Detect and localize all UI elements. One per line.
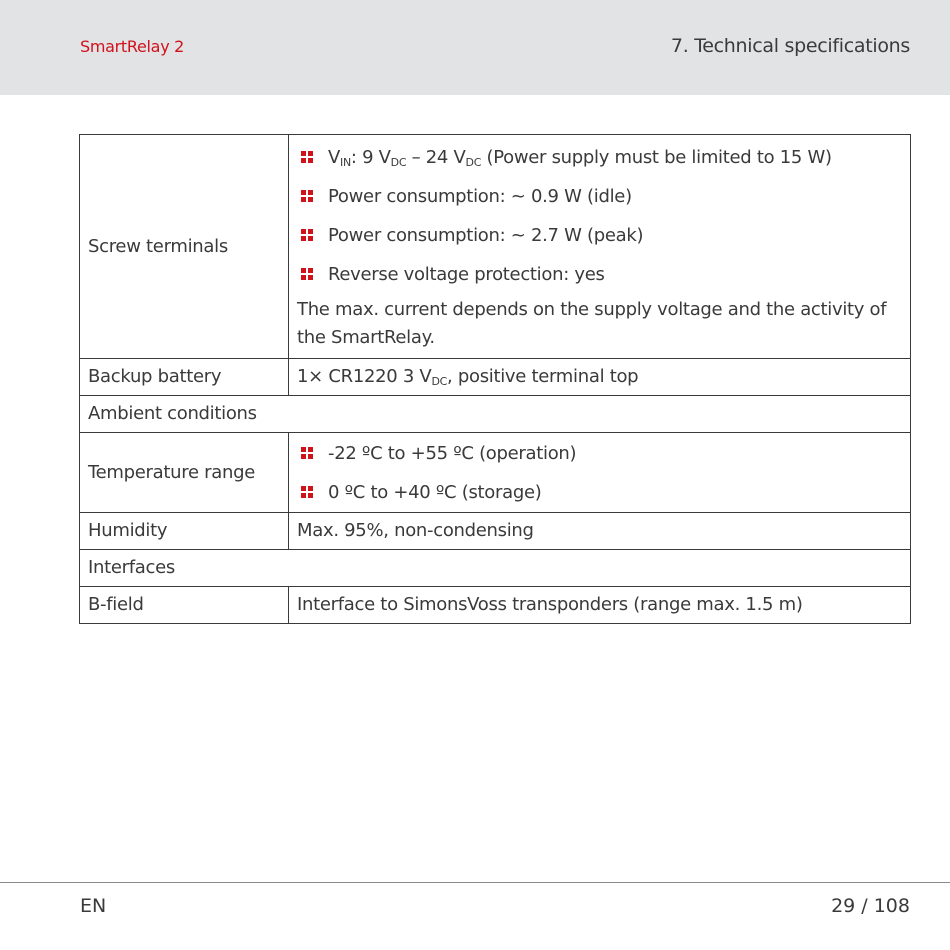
bullet-icon — [301, 268, 314, 281]
spec-table — [79, 134, 911, 624]
table-row — [80, 396, 911, 433]
bullet-icon — [301, 447, 314, 460]
list-item: -22 ºC to +55 ºC (operation) — [297, 434, 902, 473]
bullet-list — [297, 434, 902, 512]
section-heading: Interfaces — [80, 550, 911, 587]
row-value — [289, 135, 911, 359]
footer-divider — [0, 882, 950, 883]
bullet-icon — [301, 229, 314, 242]
list-item: $V_{IN}$: 9 $V_{DC} - 24$ $V_{DC}$ (Power supply must be limited to 15 W) — [297, 138, 902, 177]
row-value: 1× CR1220 3 $V_{DC}$, positive terminal top — [289, 359, 911, 396]
row-value — [289, 433, 911, 513]
row-label: Backup battery — [80, 359, 289, 396]
row-value: Interface to SimonsVoss transponders (range max. 1.5 m) — [289, 587, 911, 624]
row-label: B-field — [80, 587, 289, 624]
section-heading: Ambient conditions — [80, 396, 911, 433]
bullet-icon — [301, 486, 314, 499]
list-item: 0 ºC to +40 ºC (storage) — [297, 473, 902, 512]
table-row — [80, 587, 911, 624]
bullet-icon — [301, 190, 314, 203]
page-header — [0, 0, 950, 95]
row-label: Temperature range — [80, 433, 289, 513]
page-number: 29 / 108 — [831, 895, 910, 917]
language-code: EN — [80, 895, 107, 917]
table-row — [80, 513, 911, 550]
bullet-list — [297, 138, 902, 294]
table-row — [80, 135, 911, 359]
section-title: 7. Technical specifications — [670, 35, 910, 57]
brand-name: SmartRelay 2 — [80, 37, 185, 56]
bullet-icon — [301, 151, 314, 164]
list-item: Reverse voltage protection: yes — [297, 255, 902, 294]
list-item: Power consumption: ~ 0.9 W (idle) — [297, 177, 902, 216]
note-text: The max. current depends on the supply voltage and the activity of the SmartRelay. — [297, 299, 887, 348]
table-row — [80, 359, 911, 396]
row-value: Max. 95%, non-condensing — [289, 513, 911, 550]
row-label: Humidity — [80, 513, 289, 550]
row-label: Screw terminals — [80, 135, 289, 359]
table-row — [80, 550, 911, 587]
list-item: Power consumption: ~ 2.7 W (peak) — [297, 216, 902, 255]
table-row — [80, 433, 911, 513]
